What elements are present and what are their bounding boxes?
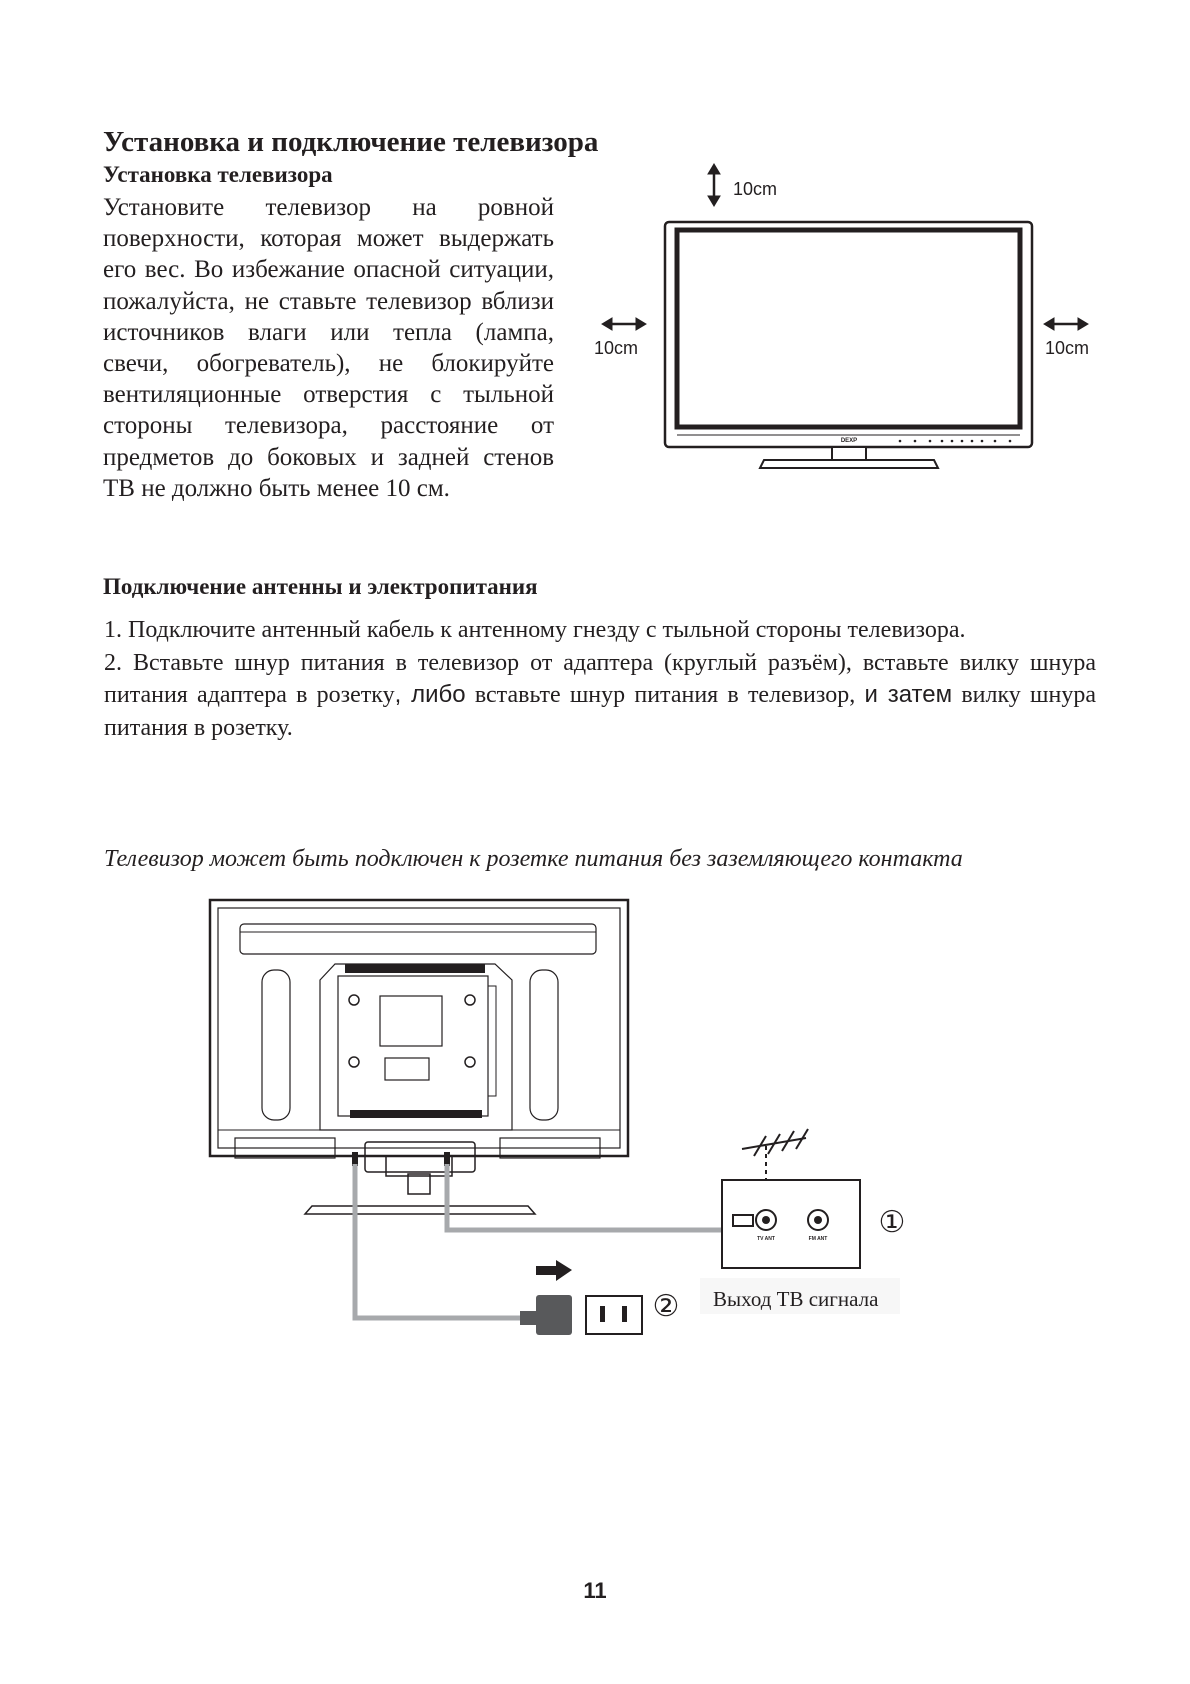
step-2-marker: ② bbox=[652, 1290, 680, 1323]
connection-steps bbox=[104, 614, 1096, 744]
step-2-part-d: и затем bbox=[864, 681, 953, 708]
tv-front-illustration bbox=[665, 222, 1032, 468]
vent-grille bbox=[345, 964, 485, 1118]
signal-output-label: Выход ТВ сигнала bbox=[713, 1287, 879, 1311]
wall-power-outlet bbox=[586, 1296, 642, 1334]
top-clearance-label: 10cm bbox=[733, 179, 778, 199]
grounding-note: Телевизор может быть подключен к розетке питания без заземляющего контакта bbox=[104, 846, 963, 872]
install-text: Установите телевизор на ровной поверхности, которая может выдержать его вес. Во избежание опасной ситуации, пожалуйста, не ставьте телевизор вблизи источников влаги или тепла (лампа, свечи, обогреватель), не блокируйте вентиляционные отверстия с тыльной стороны телевизора, расстояние от предметов до боковых и задней стенов ТВ не должно быть менее 10 см. bbox=[103, 194, 554, 502]
wall-antenna-socket bbox=[722, 1180, 860, 1268]
connection-diagram bbox=[200, 898, 1000, 1458]
step-2 bbox=[104, 647, 1096, 745]
step-1: 1. Подключите антенный кабель к антенному гнезду с тыльной стороны телевизора. bbox=[104, 617, 966, 643]
page-number: 11 bbox=[583, 1578, 607, 1603]
left-clearance-label: 10cm bbox=[594, 338, 639, 358]
brand-logo: DEXP bbox=[840, 438, 858, 444]
clearance-diagram bbox=[590, 160, 1110, 490]
antenna-port bbox=[444, 1152, 450, 1166]
power-port bbox=[352, 1152, 358, 1166]
arrow-horizontal-icon bbox=[602, 318, 646, 330]
fm-ant-label: FM ANT bbox=[808, 1236, 828, 1242]
mounting-screws bbox=[349, 995, 475, 1067]
power-adapter-plug bbox=[520, 1295, 572, 1335]
step-2-part-a: 2. Вставьте шнур питания в телевизор от адаптера (круглый разъём), вставьте вилку шнура питания адаптера в розетку bbox=[104, 649, 1096, 708]
connection-heading: Подключение антенны и электропитания bbox=[103, 574, 538, 599]
antenna-cable bbox=[447, 1164, 742, 1230]
step-1-marker: ① bbox=[878, 1206, 906, 1239]
step-2-part-b: , либо bbox=[394, 681, 466, 708]
install-heading: Установка телевизора bbox=[103, 162, 333, 187]
page-title: Установка и подключение телевизора bbox=[103, 126, 599, 158]
step-2-part-c: вставьте шнур питания в телевизор, bbox=[465, 682, 865, 708]
step-2-part-e: вилку шнура питания в розетку. bbox=[104, 682, 1096, 741]
right-clearance-label: 10cm bbox=[1045, 338, 1090, 358]
arrow-vertical-icon bbox=[708, 164, 720, 206]
arrow-horizontal-icon bbox=[1044, 318, 1088, 330]
tv-back-illustration bbox=[210, 900, 628, 1214]
arrow-right-icon bbox=[536, 1260, 572, 1281]
tv-ant-label: TV ANT bbox=[757, 1236, 775, 1242]
